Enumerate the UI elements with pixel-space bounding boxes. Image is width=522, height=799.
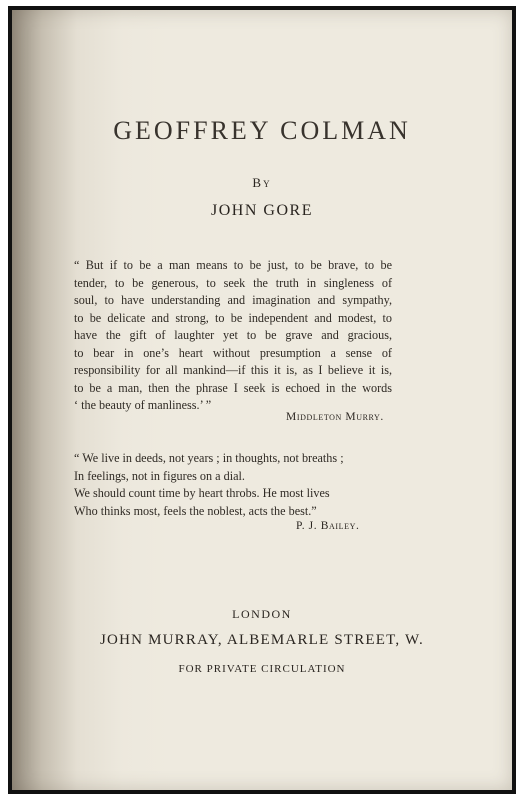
epigraph-attribution-bailey: P. J. Bailey. <box>296 520 360 532</box>
epigraph-line: to be delicate and strong, to be independent and modest, to <box>74 310 392 325</box>
epigraph-attribution-murry: Middleton Murry. <box>286 411 384 423</box>
book-title: GEOFFREY COLMAN <box>113 116 411 145</box>
title-page <box>12 10 512 790</box>
epigraph-line: “ We live in deeds, not years ; in thoughts, not breaths ; <box>74 451 344 465</box>
epigraph-line: In feelings, not in figures on a dial. <box>74 468 245 483</box>
epigraph-line: responsibility for all mankind—if this it is, as I believe it is, <box>74 363 392 377</box>
epigraph-bailey <box>74 450 392 520</box>
epigraph-line: have the gift of laughter yet to be grave and gracious, <box>74 328 392 342</box>
epigraph-line: Who thinks most, feels the noblest, acts the best.” <box>74 503 317 518</box>
imprint-publisher: JOHN MURRAY, ALBEMARLE STREET, W. <box>100 632 424 648</box>
epigraph-line: tender, to be generous, to seek the truth in singleness of <box>74 275 392 290</box>
epigraph-line: ‘ the beauty of manliness.’ ” <box>74 398 212 412</box>
epigraph-line: “ But if to be a man means to be just, to be brave, to be <box>74 258 392 272</box>
epigraph-line: to be a man, then the phrase I seek is echoed in the words <box>74 380 392 395</box>
epigraph-line: We should count time by heart throbs. He most lives <box>74 486 330 500</box>
imprint-note: FOR PRIVATE CIRCULATION <box>178 663 346 675</box>
imprint-city: LONDON <box>232 607 292 621</box>
epigraph-line: to bear in one’s heart without presumption a sense of <box>74 345 392 360</box>
author-name: JOHN GORE <box>211 202 313 219</box>
byline: By <box>252 175 272 190</box>
epigraph-murry <box>74 257 392 415</box>
epigraph-line: soul, to have understanding and imagination and sympathy, <box>74 293 392 307</box>
